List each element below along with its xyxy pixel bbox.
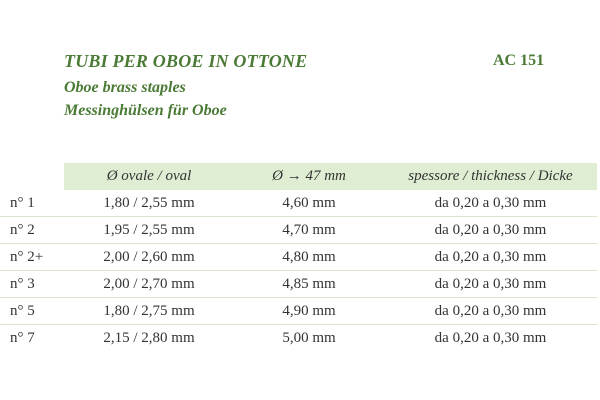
row-diameter: 4,85 mm	[282, 276, 336, 292]
row-number: n° 2	[10, 222, 35, 238]
row-diameter: 4,70 mm	[282, 222, 336, 238]
column-header-diameter: Ø → 47 mm	[272, 168, 346, 184]
column-header-oval: Ø ovale / oval	[106, 168, 192, 184]
row-oval: 1,80 / 2,75 mm	[103, 303, 195, 319]
table-row	[0, 190, 597, 217]
row-oval: 1,80 / 2,55 mm	[103, 195, 195, 211]
row-diameter: 4,60 mm	[282, 195, 336, 211]
product-code: AC 151	[493, 52, 545, 69]
row-diameter: 5,00 mm	[282, 330, 336, 346]
row-number: n° 7	[10, 330, 35, 346]
row-oval: 1,95 / 2,55 mm	[103, 222, 195, 238]
subtitle-english: Oboe brass staples	[64, 79, 186, 96]
row-number: n° 2+	[10, 249, 44, 265]
table-row	[0, 298, 597, 325]
row-diameter: 4,90 mm	[282, 303, 336, 319]
page-title: TUBI PER OBOE IN OTTONE	[64, 51, 308, 71]
table-row	[0, 325, 597, 352]
row-diameter: 4,80 mm	[282, 249, 336, 265]
row-thickness: da 0,20 a 0,30 mm	[434, 330, 547, 346]
table-row	[0, 217, 597, 244]
row-thickness: da 0,20 a 0,30 mm	[434, 276, 547, 292]
row-thickness: da 0,20 a 0,30 mm	[434, 249, 547, 265]
subtitle-german: Messinghülsen für Oboe	[64, 102, 227, 119]
table-row	[0, 271, 597, 298]
row-number: n° 3	[10, 276, 35, 292]
row-thickness: da 0,20 a 0,30 mm	[434, 222, 547, 238]
row-oval: 2,00 / 2,60 mm	[103, 249, 195, 265]
column-header-thickness: spessore / thickness / Dicke	[408, 168, 573, 184]
row-thickness: da 0,20 a 0,30 mm	[434, 195, 547, 211]
row-thickness: da 0,20 a 0,30 mm	[434, 303, 547, 319]
table-row	[0, 244, 597, 271]
row-number: n° 5	[10, 303, 35, 319]
row-oval: 2,00 / 2,70 mm	[103, 276, 195, 292]
row-number: n° 1	[10, 195, 35, 211]
row-oval: 2,15 / 2,80 mm	[103, 330, 195, 346]
